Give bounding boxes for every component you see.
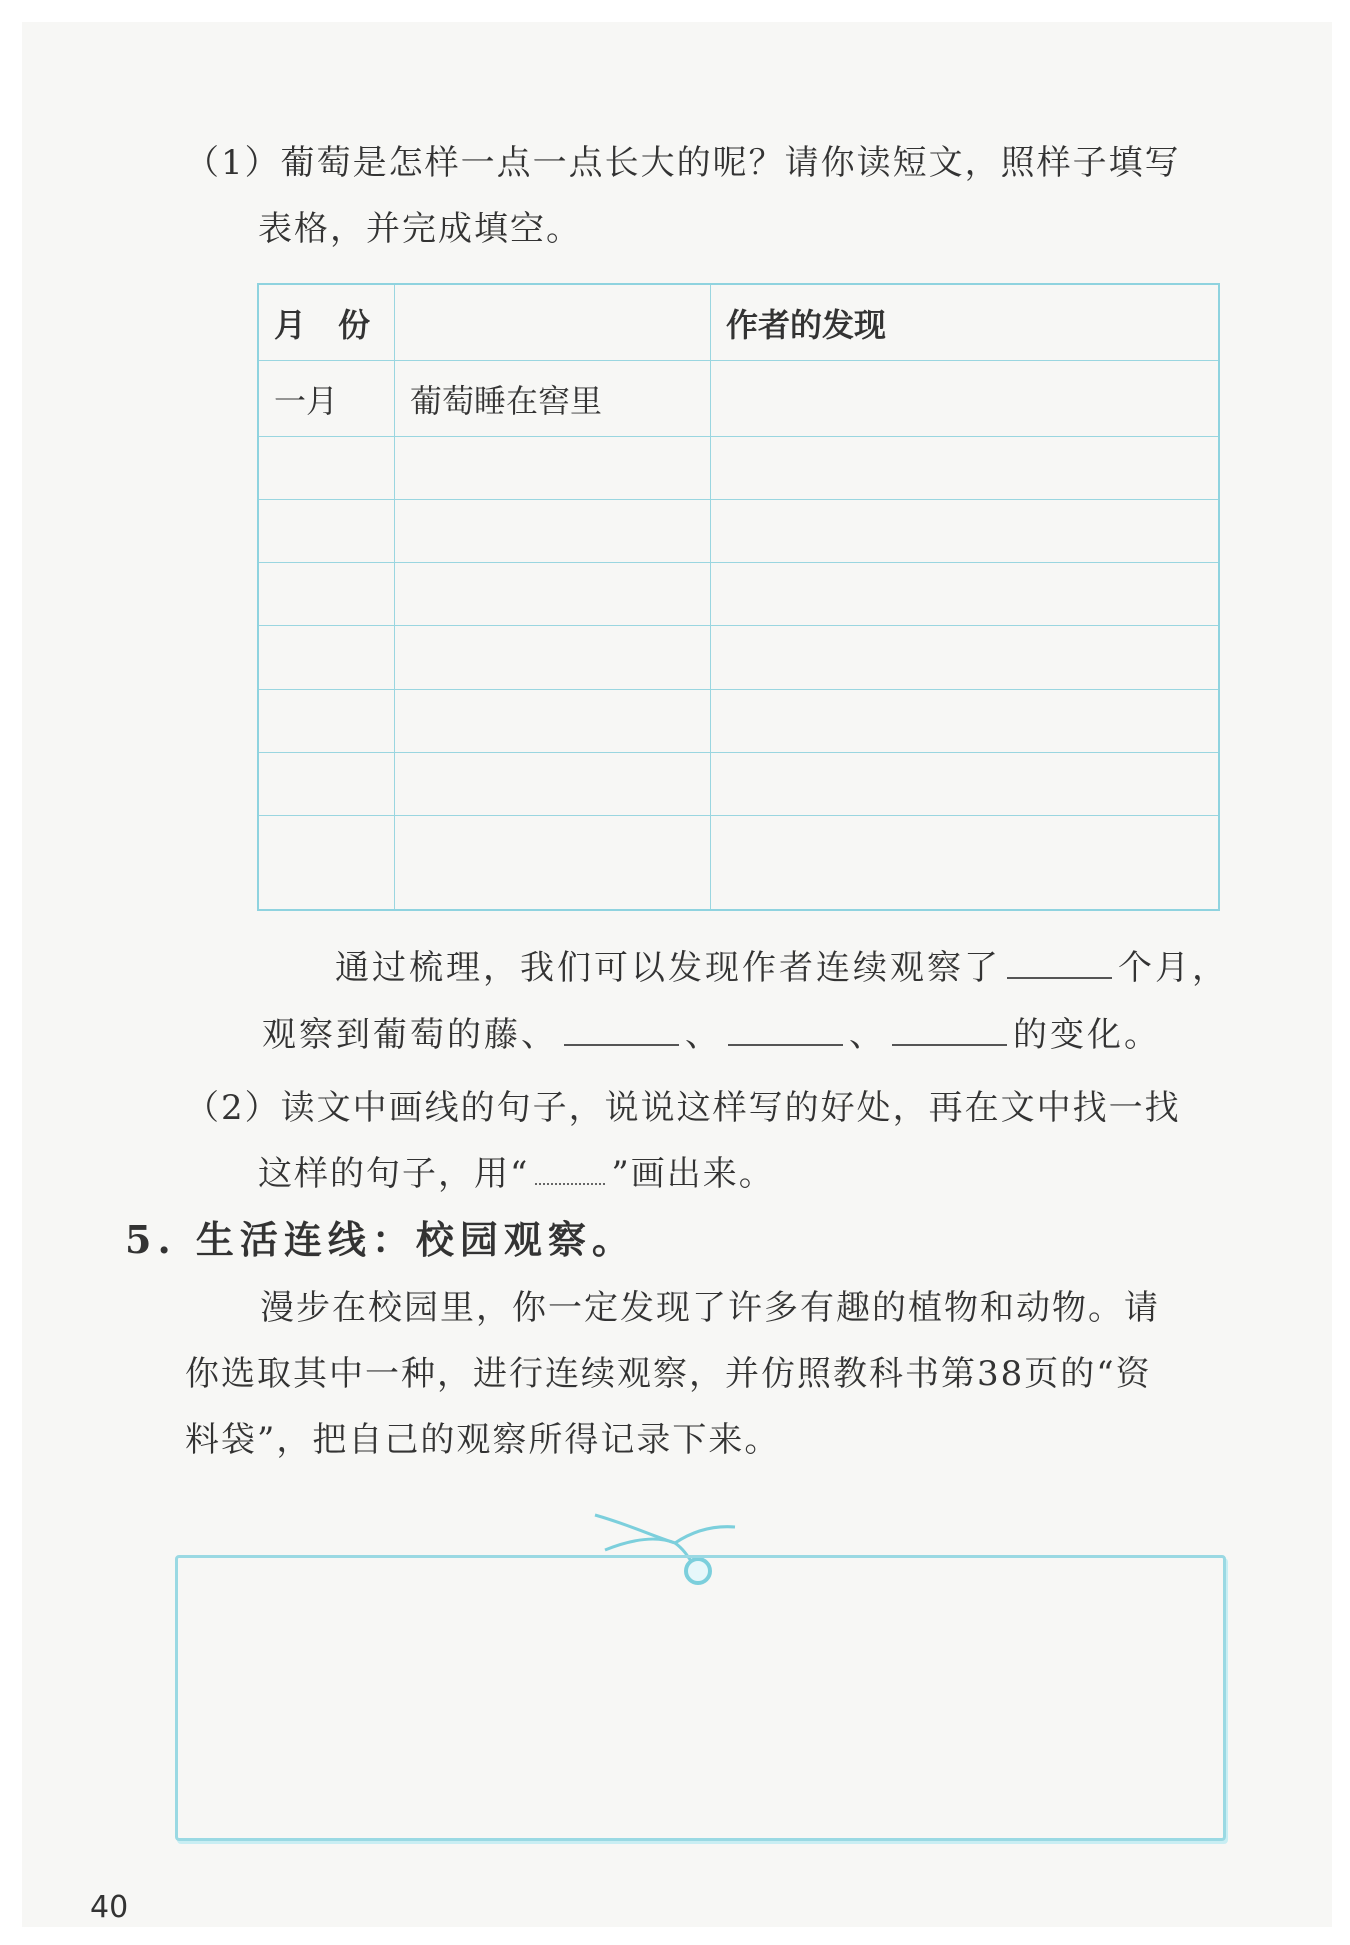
empty-cell[interactable]: [711, 689, 1220, 752]
empty-cell[interactable]: [711, 815, 1220, 910]
fill-text-1b: 个月，: [1118, 948, 1229, 988]
table-row: [258, 815, 1219, 910]
empty-cell[interactable]: [711, 752, 1220, 815]
empty-cell[interactable]: [258, 752, 395, 815]
table-row: [258, 437, 1219, 500]
cell-state: 葡萄睡在窖里: [395, 361, 711, 437]
page-number: 40: [90, 1890, 129, 1925]
question-2-line1: （2）读文中画线的句子，说说这样写的好处，再在文中找一找: [185, 1088, 1181, 1128]
fill-text-2a: 观察到葡萄的藤、: [262, 1015, 558, 1055]
table-header-row: [258, 284, 1219, 361]
empty-cell[interactable]: [711, 437, 1220, 500]
empty-cell[interactable]: [258, 815, 395, 910]
fill-sep-2: 、: [849, 1015, 886, 1055]
blank-part-3[interactable]: [892, 1014, 1007, 1046]
para-line-1: 漫步在校园里，你一定发现了许多有趣的植物和动物。请: [260, 1288, 1160, 1328]
fill-line-1: [335, 935, 1235, 1001]
empty-cell[interactable]: [711, 626, 1220, 689]
header-month: 月 份: [258, 284, 395, 361]
table-row: [258, 563, 1219, 626]
empty-cell[interactable]: [395, 689, 711, 752]
empty-cell[interactable]: [258, 563, 395, 626]
empty-cell[interactable]: [395, 563, 711, 626]
blank-months[interactable]: [1007, 947, 1112, 979]
table-row: [258, 626, 1219, 689]
observation-record-card[interactable]: [175, 1555, 1226, 1841]
empty-cell[interactable]: [711, 500, 1220, 563]
table-row: [258, 500, 1219, 563]
empty-cell[interactable]: [395, 437, 711, 500]
wavy-underline-mark: [535, 1149, 605, 1185]
fill-text-1a: 通过梳理，我们可以发现作者连续观察了: [335, 948, 1001, 988]
question-2-text-b: ”画出来。: [611, 1154, 775, 1194]
header-discovery: 作者的发现: [711, 284, 1220, 361]
empty-cell[interactable]: [258, 626, 395, 689]
cell-month: 一月: [258, 361, 395, 437]
fill-text-2b: 的变化。: [1013, 1015, 1161, 1055]
question-2-line2: [185, 1141, 1235, 1207]
section-5-heading: 5. 生活连线：校园观察。: [125, 1217, 636, 1262]
blank-part-1[interactable]: [564, 1014, 679, 1046]
cell-discovery[interactable]: [711, 361, 1220, 437]
fill-line-2: [262, 1002, 1242, 1068]
question-1-line2: 表格，并完成填空。: [258, 209, 582, 249]
empty-cell[interactable]: [395, 500, 711, 563]
table-row: [258, 752, 1219, 815]
question-1-line1: （1）葡萄是怎样一点一点长大的呢？请你读短文，照样子填写: [185, 143, 1181, 183]
blank-part-2[interactable]: [728, 1014, 843, 1046]
fill-sep-1: 、: [685, 1015, 722, 1055]
para-line-3: 料袋”，把自己的观察所得记录下来。: [185, 1420, 781, 1460]
empty-cell[interactable]: [258, 437, 395, 500]
question-1: [185, 130, 1235, 262]
table-row: [258, 361, 1219, 437]
table-row: [258, 689, 1219, 752]
observation-table: [257, 283, 1220, 911]
empty-cell[interactable]: [258, 500, 395, 563]
empty-cell[interactable]: [395, 626, 711, 689]
empty-cell[interactable]: [258, 689, 395, 752]
section-5-paragraph: [185, 1275, 1225, 1473]
empty-cell[interactable]: [711, 563, 1220, 626]
para-line-2: 你选取其中一种，进行连续观察，并仿照教科书第38页的“资: [185, 1354, 1152, 1394]
question-2-text-a: 这样的句子，用“: [258, 1154, 530, 1194]
empty-cell[interactable]: [395, 815, 711, 910]
question-2: [185, 1075, 1235, 1207]
empty-cell[interactable]: [395, 752, 711, 815]
header-blank: [395, 284, 711, 361]
